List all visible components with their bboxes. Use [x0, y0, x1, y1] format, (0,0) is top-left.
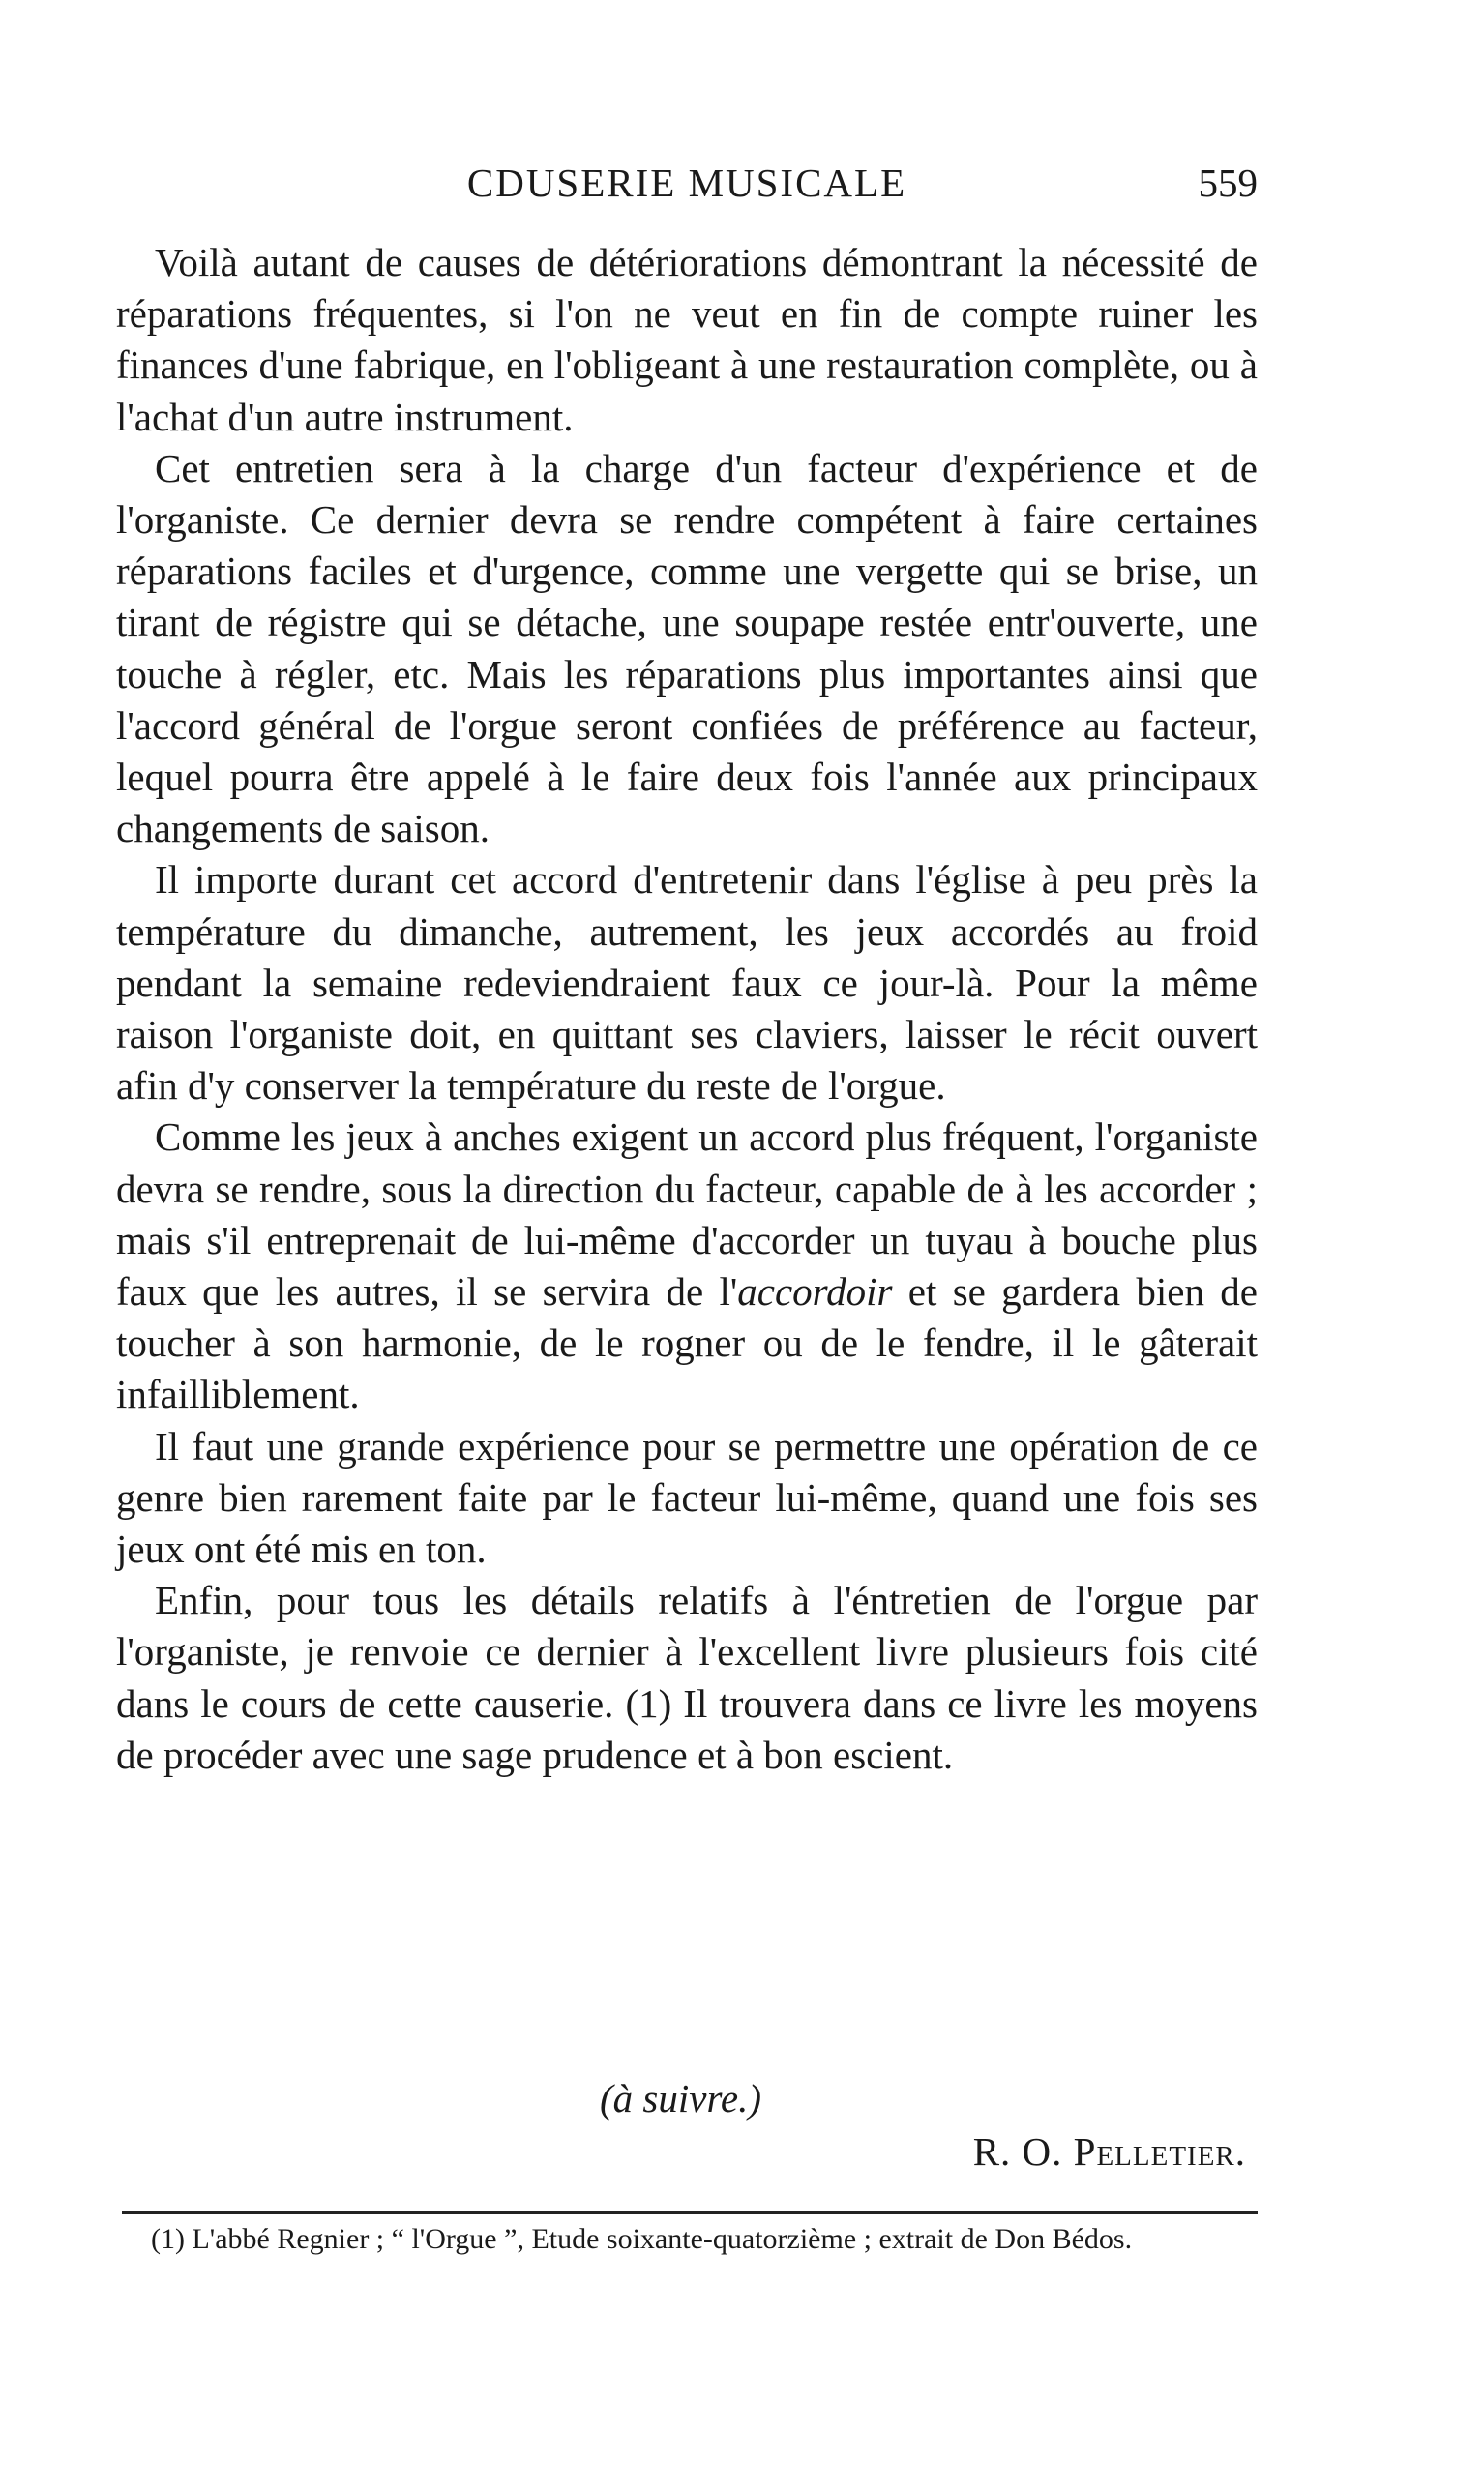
footnote: (1) L'abbé Regnier ; “ l'Orgue ”, Etude soixante-quatorzième ; extrait de Don Bédos.	[151, 2223, 1133, 2255]
running-title: CDUSERIE MUSICALE	[466, 161, 907, 205]
paragraph-4	[116, 1112, 1258, 1420]
paragraph-5: Il faut une grande expérience pour se permettre une opération de ce genre bien rarement faite par le facteur lui-même, quand une fois ses jeux ont été mis en ton.	[116, 1423, 1258, 1572]
paragraph-1: Voilà autant de causes de détériorations démontrant la nécessité de réparations fréquentes, si l'on ne veut en fin de compte ruiner les finances d'une fabrique, en l'obligeant à une restauration complète, ou à l'achat d'un autre instrument.	[116, 240, 1258, 439]
page-number: 559	[1198, 161, 1258, 205]
signoff	[116, 2075, 1258, 2181]
paragraph-4-text-end: et se gardera bien de toucher à son harmonie, de le rogner ou de le fendre, il le gâterait infailliblement.	[116, 1269, 1259, 1417]
paragraph-4-text-start: Comme les jeux à anches exigent un accord plus fréquent, l'organiste devra se rendre, sous la direction du facteur, capable de à les accorder ; mais s'il entreprenait de lui-même d'accorder un tuyau à bouche plus faux que les autres, il se servira de l'	[116, 1114, 1258, 1315]
paragraph-2: Cet entretien sera à la charge d'un facteur d'expérience et de l'organiste. Ce dernier devra se rendre compétent à faire certaines réparations faciles et d'urgence, comme une vergette qui se brise, un tirant de régistre qui se détache, une soupape restée entr'ouverte, une touche à régler, etc. Mais les réparations plus importantes ainsi que l'accord général de l'orgue seront confiées de préférence au facteur, lequel pourra être appelé à le faire deux fois l'année aux principaux changements de saison.	[116, 445, 1258, 851]
italic-term: accordoir	[737, 1269, 893, 1315]
body-text	[116, 237, 1258, 1781]
author-initials: R. O.	[972, 2129, 1063, 2174]
author-signature	[973, 2128, 1246, 2175]
to-be-continued: (à suivre.)	[600, 2076, 761, 2121]
paragraph-3: Il importe durant cet accord d'entretenir dans l'église à peu près la température du dimanche, autrement, les jeux accordés au froid pendant la semaine redeviendraient faux ce jour-là. Pour la même raison l'organiste doit, en quittant ses claviers, laisser le récit ouvert afin d'y conserver la température du reste de l'orgue.	[116, 857, 1258, 1109]
paragraph-6: Enfin, pour tous les détails relatifs à l'éntretien de l'orgue par l'organiste, je renvoie ce dernier à l'excellent livre plusieurs fois cité dans le cours de cette causerie. (1) Il trouvera dans ce livre les moyens de procéder avec une sage prudence et à bon escient.	[116, 1578, 1258, 1777]
author-surname: Pelletier.	[1073, 2129, 1246, 2174]
footnote-rule	[122, 2211, 1258, 2214]
page-header	[116, 160, 1258, 208]
